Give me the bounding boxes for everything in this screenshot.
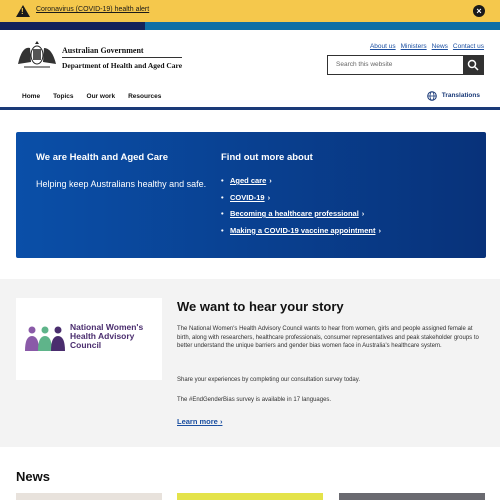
search-icon xyxy=(467,59,479,71)
covid-alert-link[interactable]: Coronavirus (COVID-19) health alert xyxy=(36,6,150,13)
chevron-right-icon: › xyxy=(378,225,381,235)
list-item xyxy=(221,226,381,243)
chevron-right-icon: › xyxy=(361,209,365,218)
list-item xyxy=(221,176,381,193)
story-paragraph: Share your experiences by completing our consultation survey today. xyxy=(177,377,360,383)
news-card-image[interactable] xyxy=(339,493,485,500)
chevron-right-icon: › xyxy=(269,176,272,185)
list-item xyxy=(221,193,381,210)
contact-us-link[interactable]: Contact us xyxy=(452,43,484,50)
dept-name: Department of Health and Aged Care xyxy=(62,61,183,70)
find-out-more-title: Find out more about xyxy=(221,152,313,163)
vaccine-appointment-link[interactable]: Making a COVID-19 vaccine appointment xyxy=(230,225,376,235)
nav-our-work[interactable]: Our work xyxy=(86,93,116,100)
ministers-link[interactable]: Ministers xyxy=(400,43,427,50)
nav-home[interactable]: Home xyxy=(22,93,41,100)
hero-links xyxy=(221,176,381,242)
utility-links xyxy=(370,43,484,50)
story-section xyxy=(0,279,500,447)
council-logo-icon xyxy=(24,325,66,353)
healthcare-professional-link[interactable]: Becoming a healthcare professional xyxy=(230,209,359,218)
coat-of-arms-logo[interactable] xyxy=(16,40,58,70)
covid-alert-bar xyxy=(0,0,500,22)
about-us-link[interactable]: About us xyxy=(369,43,396,50)
story-paragraph: The National Women's Health Advisory Council wants to hear from women, girls and people assigned female at birth, along with researchers, healthcare professionals, consumer representatives and peak stakeholder groups to better understand the unique barriers and gender bias women face in Australia's healthcare system. xyxy=(177,326,479,349)
news-link[interactable]: News xyxy=(431,43,448,50)
hero-subtitle: Helping keep Australians healthy and safe. xyxy=(36,179,207,189)
covid-link[interactable]: COVID-19 xyxy=(230,192,265,202)
news-card-image[interactable] xyxy=(16,493,162,500)
main-nav xyxy=(0,84,500,110)
close-icon[interactable]: × xyxy=(473,5,485,17)
list-item xyxy=(221,209,381,226)
learn-more-link[interactable]: Learn more › xyxy=(177,417,223,426)
council-logo xyxy=(16,298,162,380)
warning-icon: ! xyxy=(16,5,30,17)
hero-banner xyxy=(16,132,486,258)
nav-resources[interactable]: Resources xyxy=(128,93,162,100)
hero-title: We are Health and Aged Care xyxy=(36,152,168,163)
chevron-right-icon: › xyxy=(267,192,271,202)
search-placeholder: Search this website xyxy=(336,61,393,68)
council-logo-text: National Women's Health Advisory Council xyxy=(70,322,144,350)
nav-topics[interactable]: Topics xyxy=(53,93,74,100)
search-button[interactable] xyxy=(463,56,483,74)
news-heading: News xyxy=(16,469,50,484)
story-paragraph: The #EndGenderBias survey is available in 17 languages. xyxy=(177,397,332,403)
gov-name: Australian Government xyxy=(62,46,144,55)
divider xyxy=(62,57,182,58)
news-card-image[interactable] xyxy=(177,493,323,500)
aged-care-link[interactable]: Aged care xyxy=(230,176,267,185)
story-title: We want to hear your story xyxy=(177,299,344,314)
translations-link[interactable]: Translations xyxy=(441,92,480,99)
search-input[interactable] xyxy=(327,55,484,75)
header-stripe xyxy=(0,22,500,30)
globe-icon xyxy=(427,91,437,101)
